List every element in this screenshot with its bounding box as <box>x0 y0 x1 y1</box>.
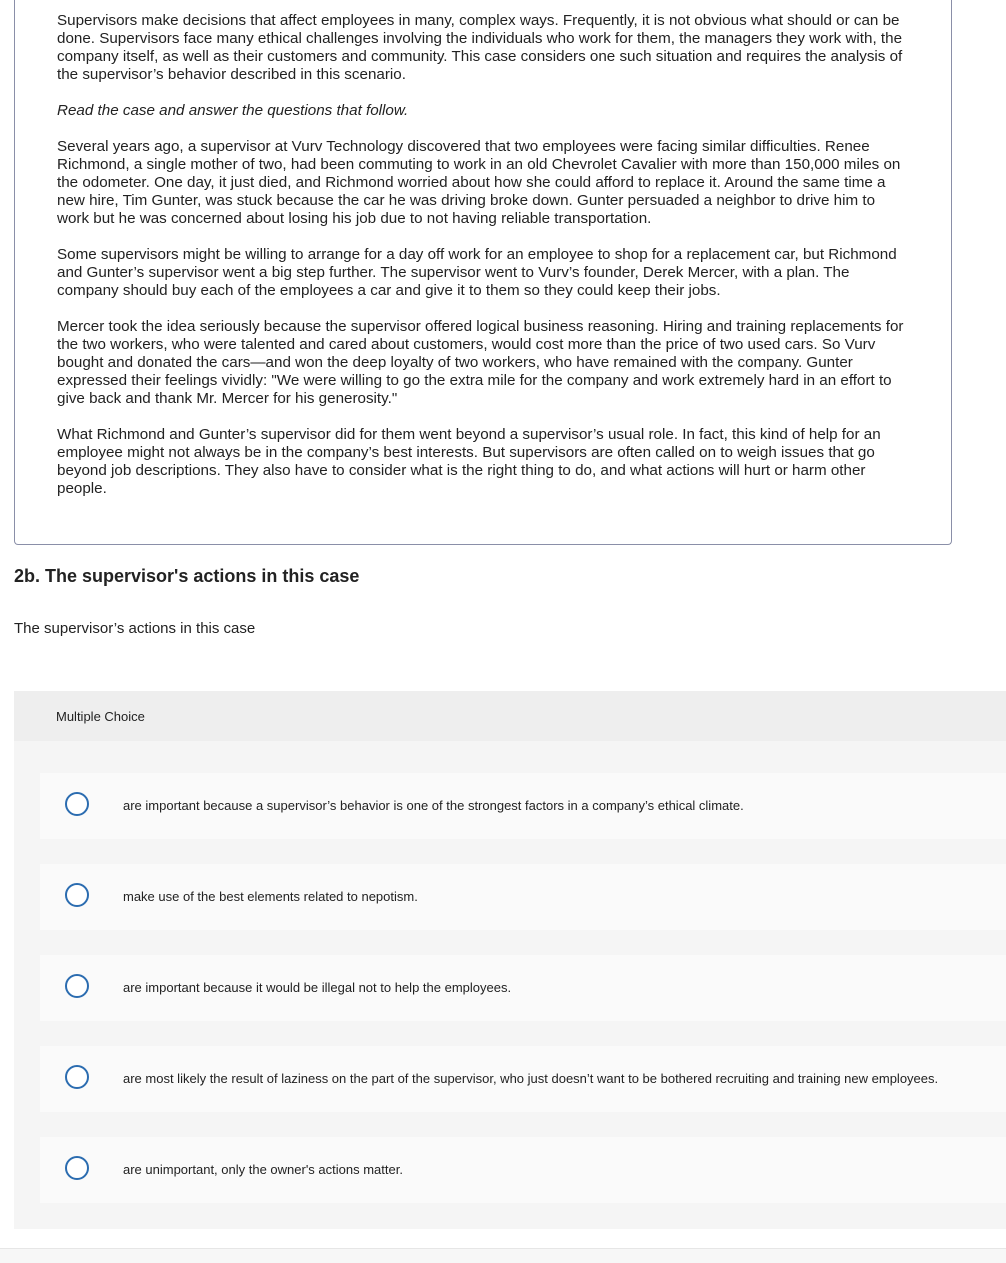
case-scenario-box <box>14 0 952 545</box>
case-paragraph-outcome: Mercer took the idea seriously because the supervisor offered logical business reasoning. Hiring and training replacements for the two workers, who were talented and cared about customers, would cost more than the price of two used cars. So Vurv bought and donated the cars—and won the deep loyalty of two workers, who have remained with the company. Gunter expressed their feelings vividly: "We were willing to go the extra mile for the company and work extremely hard in an effort to give back and thank Mr. Mercer for his generosity." <box>57 318 904 407</box>
question-title: 2b. The supervisor's actions in this case <box>14 566 360 586</box>
radio-button-icon[interactable] <box>65 1065 89 1089</box>
answer-option-2[interactable] <box>40 864 1006 930</box>
case-instruction: Read the case and answer the questions that follow. <box>57 102 409 119</box>
question-type-label: Multiple Choice <box>14 691 1006 741</box>
answer-option-3[interactable] <box>40 955 1006 1021</box>
case-paragraph-plan: Some supervisors might be willing to arrange for a day off work for an employee to shop for a replacement car, but Richmond and Gunter’s supervisor went a big step further. The supervisor went to Vurv’s founder, Derek Mercer, with a plan. The company should buy each of the employees a car and give it to them so they could keep their jobs. <box>57 246 897 299</box>
answer-option-text: are important because a supervisor’s behavior is one of the strongest factors in a company’s ethical climate. <box>123 798 744 813</box>
page-footer-divider <box>0 1248 1006 1263</box>
answer-option-text: are important because it would be illegal not to help the employees. <box>123 980 512 995</box>
radio-button-icon[interactable] <box>65 974 89 998</box>
answer-option-5[interactable] <box>40 1137 1006 1203</box>
answer-option-1[interactable] <box>40 773 1006 839</box>
answer-option-4[interactable] <box>40 1046 1006 1112</box>
multiple-choice-panel <box>14 691 1006 1229</box>
case-paragraph-intro: Supervisors make decisions that affect employees in many, complex ways. Frequently, it is not obvious what should or can be done. Supervisors face many ethical challenges involving the individuals who work for them, the managers they work with, the company itself, as well as their customers and community. This case considers one such situation and requires the analysis of the supervisor’s behavior described in this scenario. <box>57 12 903 83</box>
answer-option-text: are unimportant, only the owner's actions matter. <box>123 1162 403 1177</box>
radio-button-icon[interactable] <box>65 1156 89 1180</box>
question-prompt: The supervisor’s actions in this case <box>14 620 256 637</box>
answer-option-text: are most likely the result of laziness on the part of the supervisor, who just doesn’t want to be bothered recruiting and training new employees. <box>123 1071 939 1086</box>
case-paragraph-background: Several years ago, a supervisor at Vurv Technology discovered that two employees were facing similar difficulties. Renee Richmond, a single mother of two, had been commuting to work in an old Chevrolet Cavalier with more than 150,000 miles on the odometer. One day, it just died, and Richmond worried about how she could afford to replace it. Around the same time a new hire, Tim Gunter, was stuck because the car he was driving broke down. Gunter persuaded a neighbor to drive him to work but he was concerned about losing his job due to not having reliable transportation. <box>57 138 901 227</box>
case-paragraph-conclusion: What Richmond and Gunter’s supervisor did for them went beyond a supervisor’s usual role. In fact, this kind of help for an employee might not always be in the company’s best interests. But supervisors are often called on to weigh issues that go beyond job descriptions. They also have to consider what is the right thing to do, and what actions will hurt or harm other people. <box>57 426 881 497</box>
radio-button-icon[interactable] <box>65 883 89 907</box>
answer-option-text: make use of the best elements related to nepotism. <box>123 889 418 904</box>
radio-button-icon[interactable] <box>65 792 89 816</box>
